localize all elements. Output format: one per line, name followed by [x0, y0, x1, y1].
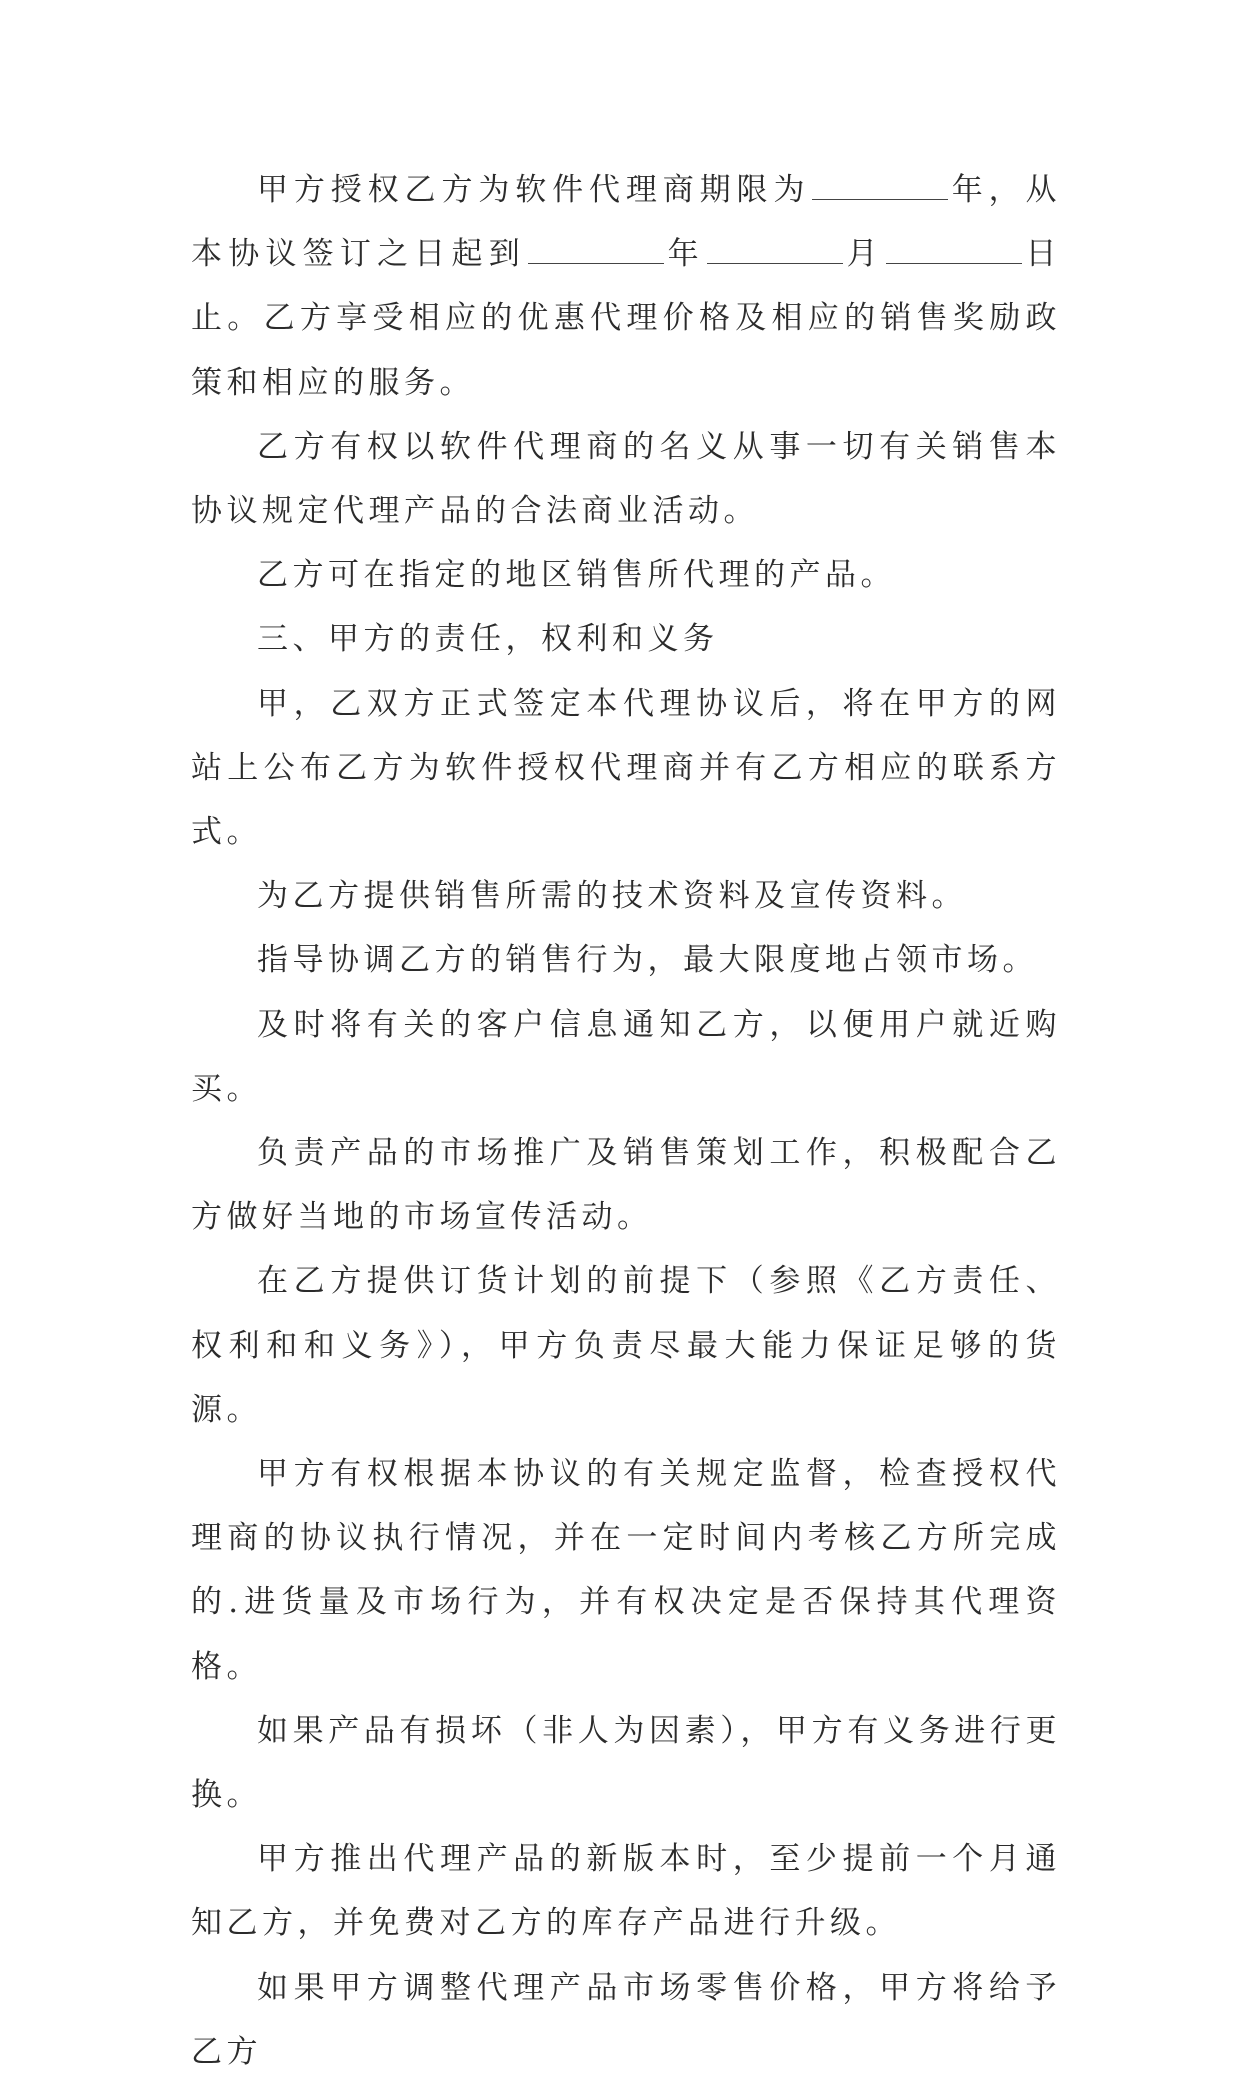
paragraph-text: 在乙方提供订货计划的前提下（参照《乙方责任、权利和和义务》），甲方负责尽最大能力保证足够的货源。 — [191, 1263, 1061, 1428]
paragraph — [191, 993, 1061, 1121]
paragraph-text: 甲方推出代理产品的新版本时，至少提前一个月通知乙方，并免费对乙方的库存产品进行升级。 — [191, 1841, 1061, 1942]
paragraph-text: 年 — [665, 236, 705, 273]
paragraph-text: 月 — [844, 236, 884, 273]
paragraph — [191, 1442, 1061, 1699]
document-body — [191, 158, 1061, 2084]
paragraph-text: 日止。乙方享受相应的优惠代理价格及相应的销售奖励政策和相应的服务。 — [191, 236, 1062, 401]
fill-in-blank — [812, 171, 948, 200]
paragraph — [191, 1956, 1061, 2084]
paragraph-text: 指导协调乙方的销售行为，最大限度地占领市场。 — [257, 942, 1038, 979]
paragraph — [191, 607, 1061, 671]
paragraph — [191, 1827, 1061, 1955]
paragraph-text: 乙方可在指定的地区销售所代理的产品。 — [257, 557, 896, 594]
paragraph-text: 甲方有权根据本协议的有关规定监督，检查授权代理商的协议执行情况，并在一定时间内考核乙方所完成的.进货量及市场行为，并有权决定是否保持其代理资格。 — [191, 1456, 1061, 1685]
paragraph — [191, 1699, 1061, 1827]
paragraph-text: 三、甲方的责任，权利和义务 — [257, 621, 719, 658]
fill-in-blank — [528, 235, 664, 264]
paragraph — [191, 864, 1061, 928]
paragraph-text: 负责产品的市场推广及销售策划工作，积极配合乙方做好当地的市场宣传活动。 — [191, 1135, 1061, 1236]
paragraph-text: 甲，乙双方正式签定本代理协议后，将在甲方的网站上公布乙方为软件授权代理商并有乙方相应的联系方式。 — [191, 685, 1061, 851]
paragraph-text: 如果产品有损坏（非人为因素），甲方有义务进行更换。 — [191, 1712, 1061, 1814]
paragraph — [191, 543, 1061, 607]
paragraph — [191, 928, 1061, 992]
paragraph — [191, 158, 1061, 415]
paragraph — [191, 415, 1061, 543]
paragraph — [191, 672, 1061, 865]
paragraph-text: 乙方有权以软件代理商的名义从事一切有关销售本协议规定代理产品的合法商业活动。 — [191, 428, 1061, 530]
fill-in-blank — [707, 235, 843, 264]
paragraph-text: 及时将有关的客户信息通知乙方，以便用户就近购买。 — [191, 1006, 1061, 1107]
paragraph-text: 年，从本协议签订之日起到 — [191, 172, 1062, 273]
paragraph — [191, 1121, 1061, 1249]
paragraph-text: 如果甲方调整代理产品市场零售价格，甲方将给予乙方 — [191, 1969, 1061, 2070]
fill-in-blank — [886, 235, 1022, 264]
paragraph — [191, 1249, 1061, 1442]
paragraph-text: 甲方授权乙方为软件代理商期限为 — [257, 172, 811, 208]
paragraph-text: 为乙方提供销售所需的技术资料及宣传资料。 — [257, 878, 967, 915]
